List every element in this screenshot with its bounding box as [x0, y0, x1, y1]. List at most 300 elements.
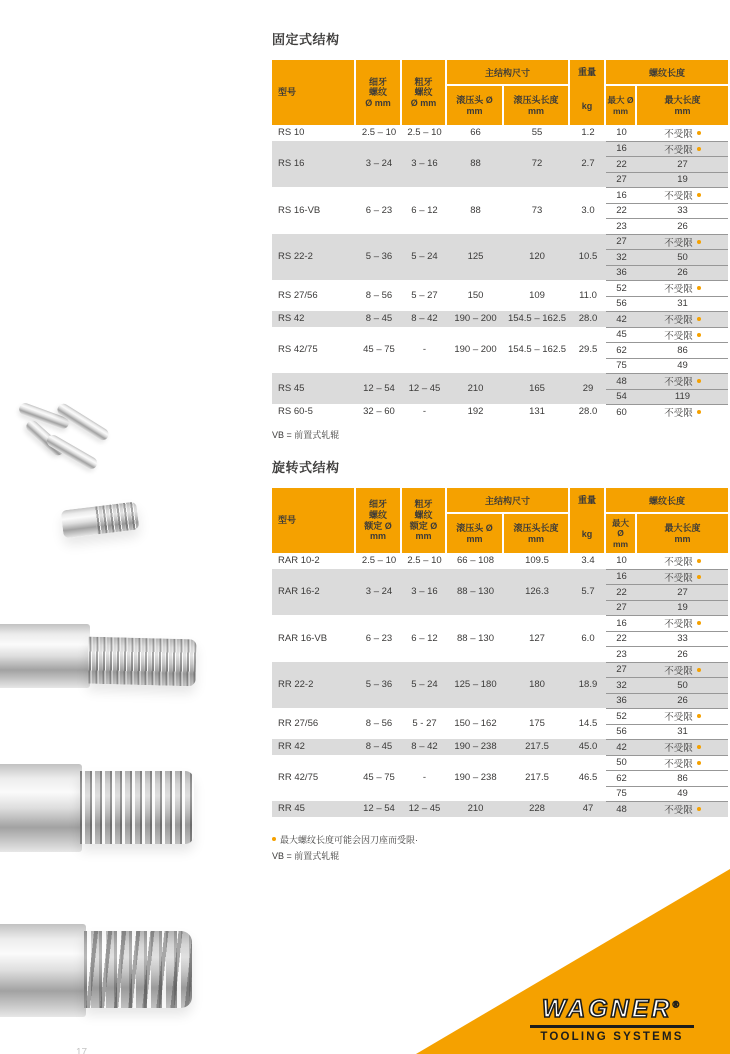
cell-max-length — [637, 601, 728, 616]
max-length-value: 不受限 — [664, 330, 693, 342]
thread-subrow — [606, 389, 728, 405]
thread-length-subrows — [606, 662, 728, 709]
table-row-group — [272, 125, 728, 141]
header-label-line: mm — [674, 533, 691, 544]
thread-subrow — [606, 631, 728, 647]
tool-shank — [0, 624, 90, 688]
thread-length-subrows — [606, 125, 728, 141]
cell-head-length: 131 — [529, 406, 545, 418]
limited-marker-dot — [697, 131, 701, 135]
limited-marker-dot — [697, 714, 701, 718]
column-group-title-thread: 螺纹长度 — [606, 60, 728, 86]
column-subheaders-main — [447, 86, 568, 125]
cell-max-length — [637, 771, 728, 786]
header-label-line: 最大 Ø — [607, 95, 634, 106]
column-header-head-length — [504, 86, 568, 125]
column-group-thread-length — [606, 60, 728, 125]
cell-max-length — [637, 553, 728, 569]
column-group-title-main: 主结构尺寸 — [447, 488, 568, 514]
section-rotary-type — [272, 457, 728, 862]
cell-max-diameter: 27 — [616, 236, 627, 248]
cell-max-diameter: 42 — [616, 313, 627, 325]
cell-head-length: 109.5 — [525, 555, 549, 567]
cell-head-length: 126.3 — [525, 586, 549, 598]
thread-subrow — [606, 342, 728, 358]
cell-max-length — [637, 188, 728, 203]
cell-max-diameter: 50 — [616, 757, 627, 769]
header-label-line: 滚压头长度 — [513, 94, 559, 105]
cell-fine-thread: 8 – 56 — [365, 290, 393, 301]
cell-coarse-thread: 3 – 16 — [411, 586, 438, 598]
cell-max-length — [637, 235, 728, 250]
column-group-title-main: 主结构尺寸 — [447, 60, 568, 86]
cell-weight: 3.0 — [581, 204, 595, 216]
header-label-line: mm — [674, 105, 691, 116]
weight-label: 重量 — [577, 67, 596, 77]
column-subheaders-main — [447, 514, 568, 553]
column-header-max-length — [637, 514, 728, 553]
cell-head-length: 120 — [529, 251, 545, 263]
cell-head-diameter: 190 – 238 — [454, 772, 497, 784]
column-group-thread-length — [606, 488, 728, 553]
thread-subrow — [606, 553, 728, 569]
cell-fine-thread: 5 – 36 — [365, 251, 393, 263]
table-row-group — [272, 234, 728, 281]
cell-fine-thread: 2.5 – 10 — [361, 127, 397, 139]
max-length-value: 不受限 — [664, 408, 693, 420]
cell-model: RS 16-VB — [278, 204, 321, 216]
cell-weight: 14.5 — [578, 718, 598, 729]
tool-shank — [0, 764, 82, 852]
cell-weight: 1.2 — [581, 127, 595, 139]
header-label-line: 螺纹 — [414, 87, 433, 98]
table-row-group — [272, 311, 728, 327]
header-label-line: mm — [527, 105, 544, 116]
footnote-text: VB = 前置式轧辊 — [272, 850, 340, 861]
product-photo-roller-tool-small — [0, 620, 210, 695]
cell-model: RS 16 — [278, 158, 305, 170]
thread-length-subrows — [606, 311, 728, 327]
cell-head-diameter: 150 – 162 — [454, 718, 497, 729]
header-label-line: 滚压头长度 — [513, 522, 559, 533]
header-label-line: 最大长度 — [664, 94, 701, 105]
thread-subrow — [606, 708, 728, 724]
cell-fine-thread: 45 – 75 — [363, 772, 395, 784]
cell-max-length — [637, 405, 728, 420]
cell-model: RS 10 — [278, 127, 305, 139]
registered-mark: ® — [672, 999, 683, 1010]
header-label-line: 额定 Ø — [409, 520, 438, 531]
cell-max-diameter: 27 — [616, 602, 627, 614]
column-subheaders-thread — [606, 86, 728, 125]
brand-corner — [400, 855, 730, 1054]
thread-subrow — [606, 156, 728, 172]
cell-fine-thread: 2.5 – 10 — [361, 555, 397, 567]
thread-subrow — [606, 786, 728, 802]
product-photo-threaded-stud — [62, 498, 140, 546]
table-row-group — [272, 801, 728, 817]
max-length-value: 86 — [677, 344, 688, 356]
header-label-line: 最大 — [611, 518, 629, 529]
cell-model: RS 22-2 — [278, 251, 313, 263]
cell-model: RS 27/56 — [278, 290, 318, 301]
cell-coarse-thread: 12 – 45 — [408, 383, 441, 394]
cell-max-diameter: 22 — [616, 158, 627, 170]
cell-weight: 2.7 — [581, 158, 595, 170]
limited-marker-dot — [697, 761, 701, 765]
max-length-value: 49 — [677, 360, 688, 372]
cell-head-diameter: 88 – 130 — [457, 632, 494, 644]
cell-weight: 29.5 — [578, 344, 598, 356]
cell-head-diameter: 66 – 108 — [457, 555, 494, 567]
table-row-group — [272, 553, 728, 569]
header-label-line: 型号 — [278, 515, 297, 526]
cell-max-length — [637, 157, 728, 172]
cell-coarse-thread: 8 – 42 — [411, 313, 438, 325]
thread-subrow — [606, 677, 728, 693]
table-row-group — [272, 755, 728, 802]
max-length-value: 不受限 — [664, 572, 693, 584]
cell-coarse-thread: - — [422, 406, 427, 418]
table-row-group — [272, 187, 728, 234]
table-row-group — [272, 280, 728, 311]
cell-coarse-thread: - — [422, 772, 427, 784]
cell-max-diameter: 75 — [616, 788, 627, 800]
column-header-head-diameter — [447, 86, 504, 125]
cell-max-length — [637, 142, 728, 157]
cell-head-diameter: 88 — [470, 158, 481, 170]
thread-subrow — [606, 569, 728, 585]
cell-max-length — [637, 585, 728, 600]
cell-head-length: 228 — [529, 803, 545, 815]
cell-coarse-thread: 8 – 42 — [411, 741, 438, 753]
cell-head-diameter: 150 — [467, 290, 484, 301]
cell-max-diameter: 23 — [616, 648, 627, 660]
cell-model: RR 45 — [278, 803, 305, 815]
cell-fine-thread: 12 – 54 — [363, 383, 395, 394]
thread-subrow — [606, 373, 728, 389]
footnote — [272, 833, 728, 846]
header-label-line: Ø mm — [365, 97, 391, 108]
cell-head-diameter: 66 — [470, 127, 481, 139]
limited-marker-dot — [697, 559, 701, 563]
cell-max-length — [637, 281, 728, 296]
header-label-line: 粗牙 — [414, 76, 433, 87]
cell-fine-thread: 6 – 23 — [365, 204, 393, 216]
table-row-group — [272, 662, 728, 709]
thread-length-subrows — [606, 404, 728, 420]
thread-subrow — [606, 615, 728, 631]
cell-max-length — [637, 725, 728, 740]
limited-marker-dot — [697, 317, 701, 321]
column-header-coarse-thread — [402, 488, 447, 553]
stud-shank — [61, 507, 98, 539]
table-header — [272, 488, 728, 553]
cell-max-diameter: 22 — [616, 205, 627, 217]
header-label-line: mm — [466, 533, 483, 544]
max-length-value: 86 — [677, 772, 688, 784]
column-header-weight — [570, 60, 606, 125]
max-length-value: 不受限 — [664, 377, 693, 389]
cell-max-diameter: 22 — [616, 633, 627, 645]
header-label-line: mm — [466, 105, 483, 116]
cell-head-length: 55 — [531, 127, 543, 139]
thread-subrow — [606, 724, 728, 740]
cell-head-length: 109 — [529, 290, 545, 301]
thread-subrow — [606, 646, 728, 662]
max-length-value: 119 — [674, 391, 691, 403]
header-label-line: 最大长度 — [664, 522, 701, 533]
page-number: 17 — [76, 1047, 88, 1054]
cell-coarse-thread: 3 – 16 — [411, 158, 438, 170]
cell-max-length — [637, 173, 728, 188]
cell-max-diameter: 56 — [616, 298, 627, 310]
cell-max-length — [637, 297, 728, 312]
cell-model: RR 22-2 — [278, 679, 314, 691]
thread-length-subrows — [606, 569, 728, 616]
cell-max-length — [637, 740, 728, 755]
max-length-value: 31 — [677, 726, 688, 738]
thread-subrow — [606, 187, 728, 203]
cell-max-length — [637, 359, 728, 374]
tool-knurl — [84, 931, 192, 1008]
cell-model: RS 45 — [278, 383, 305, 394]
tool-thread — [80, 771, 194, 844]
cell-fine-thread: 3 – 24 — [365, 158, 393, 170]
max-length-value: 不受限 — [664, 805, 693, 817]
cell-model: RR 42/75 — [278, 772, 319, 784]
cell-fine-thread: 32 – 60 — [363, 406, 395, 418]
cell-fine-thread: 6 – 23 — [365, 632, 393, 644]
thread-length-subrows — [606, 373, 728, 404]
cell-weight: 5.7 — [581, 586, 595, 598]
limited-marker-dot — [697, 147, 701, 151]
column-header-head-length — [504, 514, 568, 553]
cell-coarse-thread: - — [422, 344, 427, 356]
footnote-text: 最大螺纹长度可能会因刀座而受限· — [280, 834, 418, 845]
max-length-value: 50 — [677, 251, 688, 263]
cell-fine-thread: 8 – 45 — [365, 741, 393, 753]
cell-max-diameter: 27 — [616, 174, 627, 186]
cell-head-length: 154.5 – 162.5 — [507, 344, 567, 356]
column-group-title-thread: 螺纹长度 — [606, 488, 728, 514]
cell-max-length — [637, 787, 728, 802]
stud-thread — [94, 501, 139, 534]
section-title-rotary: 旋转式结构 — [272, 460, 340, 475]
cell-coarse-thread: 5 – 24 — [411, 679, 438, 691]
cell-head-length: 165 — [529, 383, 545, 394]
cell-max-diameter: 16 — [616, 143, 627, 155]
limited-marker-dot — [697, 668, 701, 672]
cell-max-length — [637, 250, 728, 265]
header-label-line: 螺纹 — [368, 87, 387, 98]
header-label-line: 粗牙 — [414, 499, 433, 510]
cell-max-diameter: 36 — [616, 267, 627, 279]
cell-weight: 28.0 — [578, 313, 598, 325]
cell-max-length — [637, 802, 728, 817]
header-label-line: 滚压头 Ø — [456, 94, 493, 105]
thread-subrow — [606, 311, 728, 327]
table-footnotes — [272, 428, 728, 441]
cell-max-diameter: 52 — [616, 710, 627, 722]
thread-subrow — [606, 584, 728, 600]
cell-model: RS 60-5 — [278, 406, 313, 418]
thread-subrow — [606, 203, 728, 219]
product-photo-roller-tool-knurled — [0, 920, 210, 1020]
limited-marker-dot — [697, 410, 701, 414]
max-length-value: 不受限 — [664, 743, 693, 755]
weight-unit: kg — [581, 529, 593, 540]
cell-head-length: 180 — [529, 679, 545, 691]
column-header-fine-thread — [356, 60, 402, 125]
cell-max-length — [637, 632, 728, 647]
cell-coarse-thread: 12 – 45 — [408, 803, 441, 815]
cell-coarse-thread: 2.5 – 10 — [407, 127, 442, 139]
max-length-value: 不受限 — [664, 284, 693, 296]
cell-max-diameter: 48 — [616, 375, 627, 387]
cell-max-diameter: 62 — [616, 772, 627, 784]
cell-max-diameter: 54 — [616, 391, 627, 403]
header-label-line: 滚压头 Ø — [456, 522, 493, 533]
cell-head-length: 175 — [529, 718, 545, 729]
max-length-value: 27 — [677, 586, 688, 598]
thread-length-subrows — [606, 739, 728, 755]
cell-max-diameter: 10 — [616, 555, 627, 567]
cell-head-diameter: 210 — [467, 383, 484, 394]
cell-coarse-thread: 6 – 12 — [411, 204, 438, 216]
cell-head-diameter: 210 — [467, 803, 484, 815]
cell-head-length: 217.5 — [525, 741, 549, 753]
cell-coarse-thread: 6 – 12 — [411, 632, 438, 644]
table-row-group — [272, 569, 728, 616]
header-label-line: mm — [369, 531, 386, 542]
header-label-line: Ø mm — [410, 97, 437, 108]
header-label-line: 细牙 — [368, 499, 387, 510]
thread-subrow — [606, 327, 728, 343]
cell-model: RAR 16-2 — [278, 586, 320, 598]
fixed-type-table — [272, 60, 728, 420]
wagner-logo-subtitle: TOOLING SYSTEMS — [540, 1030, 684, 1043]
thread-subrow — [606, 358, 728, 374]
header-label-line: mm — [415, 531, 432, 542]
max-length-value: 19 — [677, 174, 688, 186]
thread-subrow — [606, 404, 728, 420]
thread-length-subrows — [606, 280, 728, 311]
max-length-value: 27 — [677, 158, 688, 170]
limited-marker-dot — [697, 286, 701, 290]
cell-head-diameter: 192 — [467, 406, 484, 418]
cell-max-length — [637, 374, 728, 389]
rotary-type-table — [272, 488, 728, 817]
column-header-max-diameter — [606, 86, 637, 125]
max-length-value: 50 — [677, 679, 688, 691]
cell-coarse-thread: 5 – 24 — [411, 251, 438, 263]
max-length-value: 不受限 — [664, 144, 693, 156]
cell-max-diameter: 62 — [616, 344, 627, 356]
cell-head-diameter: 88 — [470, 204, 481, 216]
max-length-value: 33 — [677, 205, 688, 217]
tool-thread — [87, 637, 196, 687]
cell-max-length — [637, 678, 728, 693]
cell-max-length — [637, 647, 728, 662]
cell-weight: 18.9 — [578, 679, 598, 691]
cell-max-length — [637, 709, 728, 724]
thread-subrow — [606, 662, 728, 678]
cell-weight: 29 — [582, 383, 594, 394]
cell-max-length — [637, 616, 728, 631]
limited-marker-dot — [697, 333, 701, 337]
column-group-main-dimensions — [447, 488, 570, 553]
cell-head-diameter: 125 – 180 — [454, 679, 497, 691]
cell-max-length — [637, 390, 728, 405]
max-length-value: 不受限 — [664, 128, 693, 140]
cell-max-length — [637, 125, 728, 141]
cell-max-length — [637, 312, 728, 327]
cell-coarse-thread: 5 - 27 — [412, 718, 437, 729]
table-row-group — [272, 615, 728, 662]
max-length-value: 26 — [677, 695, 688, 707]
max-length-value: 不受限 — [664, 758, 693, 770]
table-row-group — [272, 373, 728, 404]
cell-max-diameter: 45 — [616, 329, 627, 341]
cell-weight: 28.0 — [578, 406, 598, 418]
cell-fine-thread: 45 – 75 — [363, 344, 395, 356]
cell-max-diameter: 23 — [616, 220, 627, 232]
thread-length-subrows — [606, 141, 728, 188]
cell-coarse-thread: 2.5 – 10 — [407, 555, 442, 567]
thread-subrow — [606, 141, 728, 157]
table-row-group — [272, 739, 728, 755]
limited-marker-dot — [272, 837, 276, 841]
cell-weight: 45.0 — [578, 741, 598, 753]
cell-max-length — [637, 204, 728, 219]
section-title-fixed: 固定式结构 — [272, 32, 340, 47]
product-photo-roller-tool-medium — [0, 762, 210, 857]
header-label-line: Ø — [617, 528, 624, 539]
thread-subrow — [606, 755, 728, 771]
footnote — [272, 428, 728, 441]
thread-length-subrows — [606, 615, 728, 662]
column-header-model — [272, 60, 356, 125]
cell-model: RS 42/75 — [278, 344, 318, 356]
header-label-line: 型号 — [278, 87, 297, 98]
limited-marker-dot — [697, 240, 701, 244]
thread-length-subrows — [606, 327, 728, 374]
tool-shank — [0, 924, 86, 1017]
cell-max-diameter: 16 — [616, 617, 627, 629]
cell-max-diameter: 32 — [616, 679, 627, 691]
max-length-value: 49 — [677, 788, 688, 800]
max-length-value: 不受限 — [664, 665, 693, 677]
max-length-value: 26 — [677, 220, 688, 232]
max-length-value: 26 — [677, 648, 688, 660]
limited-marker-dot — [697, 807, 701, 811]
cell-model: RR 27/56 — [278, 718, 319, 729]
cell-weight: 47 — [582, 803, 594, 815]
table-row-group — [272, 708, 728, 739]
thread-subrow — [606, 249, 728, 265]
cell-weight: 46.5 — [578, 772, 598, 784]
cell-head-diameter: 190 – 200 — [454, 344, 497, 356]
weight-label: 重量 — [577, 495, 596, 505]
cell-head-diameter: 88 – 130 — [457, 586, 494, 598]
cell-head-diameter: 190 – 200 — [454, 313, 497, 325]
cell-max-diameter: 16 — [616, 189, 627, 201]
footnote-text: VB = 前置式轧辊 — [272, 429, 340, 440]
column-header-model — [272, 488, 356, 553]
thread-length-subrows — [606, 801, 728, 817]
column-header-fine-thread — [356, 488, 402, 553]
